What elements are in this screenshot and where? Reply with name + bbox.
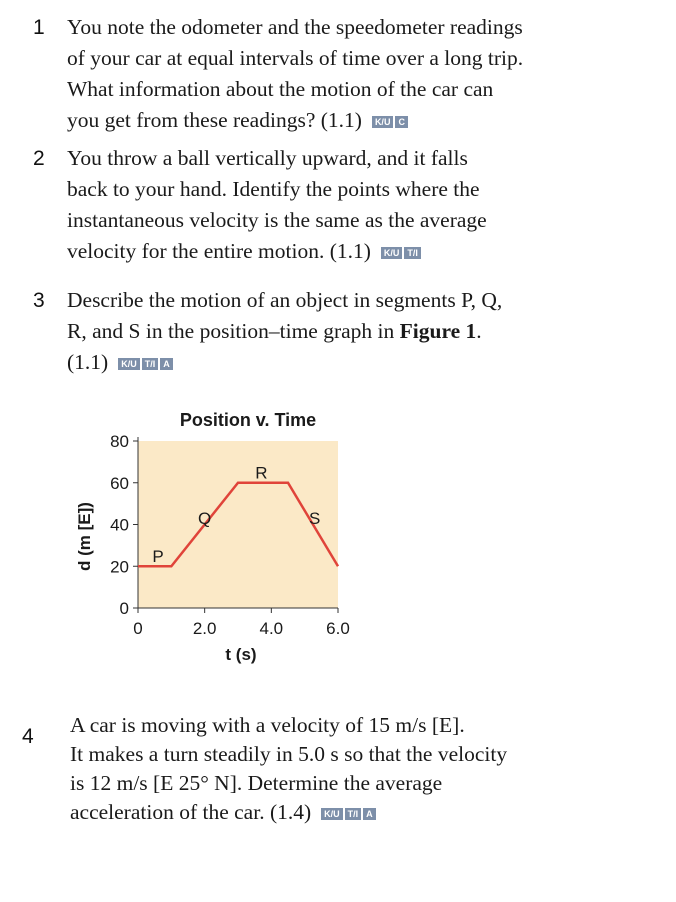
question-1-number: 1: [33, 16, 45, 39]
x-tick-label: 0: [133, 619, 143, 638]
question-1-line-1: You note the odometer and the speedometer readings: [67, 15, 523, 39]
y-tick-label: 60: [110, 473, 129, 493]
y-axis-label: d (m [E]): [75, 502, 94, 571]
x-tick-label: 6.0: [326, 619, 350, 638]
badge-ti: T/I: [404, 247, 421, 259]
question-4-line-1: A car is moving with a velocity of 15 m/s [E].: [70, 713, 465, 737]
question-2-line-1: You throw a ball vertically upward, and it falls: [67, 146, 468, 170]
chart-title: Position v. Time: [179, 410, 317, 430]
question-4-line-3: is 12 m/s [E 25° N]. Determine the average: [70, 771, 443, 795]
badge-ku: K/U: [372, 116, 394, 128]
chart-svg: [60, 400, 380, 690]
figure-reference: Figure 1: [399, 319, 477, 343]
position-time-chart: [60, 400, 380, 690]
x-axis-label: t (s): [225, 645, 257, 664]
question-1-text: [67, 12, 667, 136]
question-1-line-4: you get from these readings? (1.1): [67, 108, 362, 132]
question-2-line-2: back to your hand. Identify the points where the: [67, 177, 480, 201]
segment-label-s: S: [308, 509, 321, 529]
segment-label-q: Q: [198, 509, 212, 529]
y-tick-label: 40: [110, 515, 129, 535]
badge-ku: K/U: [381, 247, 403, 259]
badge-ku: K/U: [118, 358, 140, 370]
question-4-text: [70, 711, 670, 827]
question-3-line-2: R, and S in the position–time graph in: [67, 319, 395, 343]
question-4-line-2: It makes a turn steadily in 5.0 s so that the velocity: [70, 742, 508, 766]
y-tick-label: 80: [110, 432, 129, 451]
badge-c: C: [395, 116, 408, 128]
x-tick-label: 4.0: [259, 619, 284, 638]
badge-ku: K/U: [321, 808, 343, 820]
question-2-line-4: velocity for the entire motion. (1.1): [67, 239, 371, 263]
question-4-line-4: acceleration of the car. (1.4): [70, 800, 312, 824]
question-2-text: [67, 143, 667, 267]
y-tick-label: 0: [119, 599, 129, 618]
question-1-line-2: of your car at equal intervals of time over a long trip.: [67, 46, 524, 70]
badge-a: A: [160, 358, 173, 370]
question-1-line-3: What information about the motion of the car can: [67, 77, 494, 101]
question-4-number: 4: [22, 725, 34, 748]
segment-label-p: P: [152, 546, 164, 566]
x-tick-label: 2.0: [192, 619, 217, 638]
badge-a: A: [363, 808, 376, 820]
question-2-line-3: instantaneous velocity is the same as the average: [67, 208, 487, 232]
question-2-number: 2: [33, 147, 45, 170]
question-3-text: Describe the motion of an object in segments P, Q, R, and S in the position–time graph in Figure 1. (1.1) K/U T/I A: [67, 285, 667, 378]
y-tick-label: 20: [110, 557, 129, 577]
question-3-number: 3: [33, 289, 45, 312]
badge-ti: T/I: [142, 358, 159, 370]
question-3-line-1: Describe the motion of an object in segments P, Q,: [67, 288, 503, 312]
segment-label-r: R: [255, 463, 268, 483]
badge-ti: T/I: [345, 808, 362, 820]
question-3-line-3: (1.1): [67, 350, 109, 374]
